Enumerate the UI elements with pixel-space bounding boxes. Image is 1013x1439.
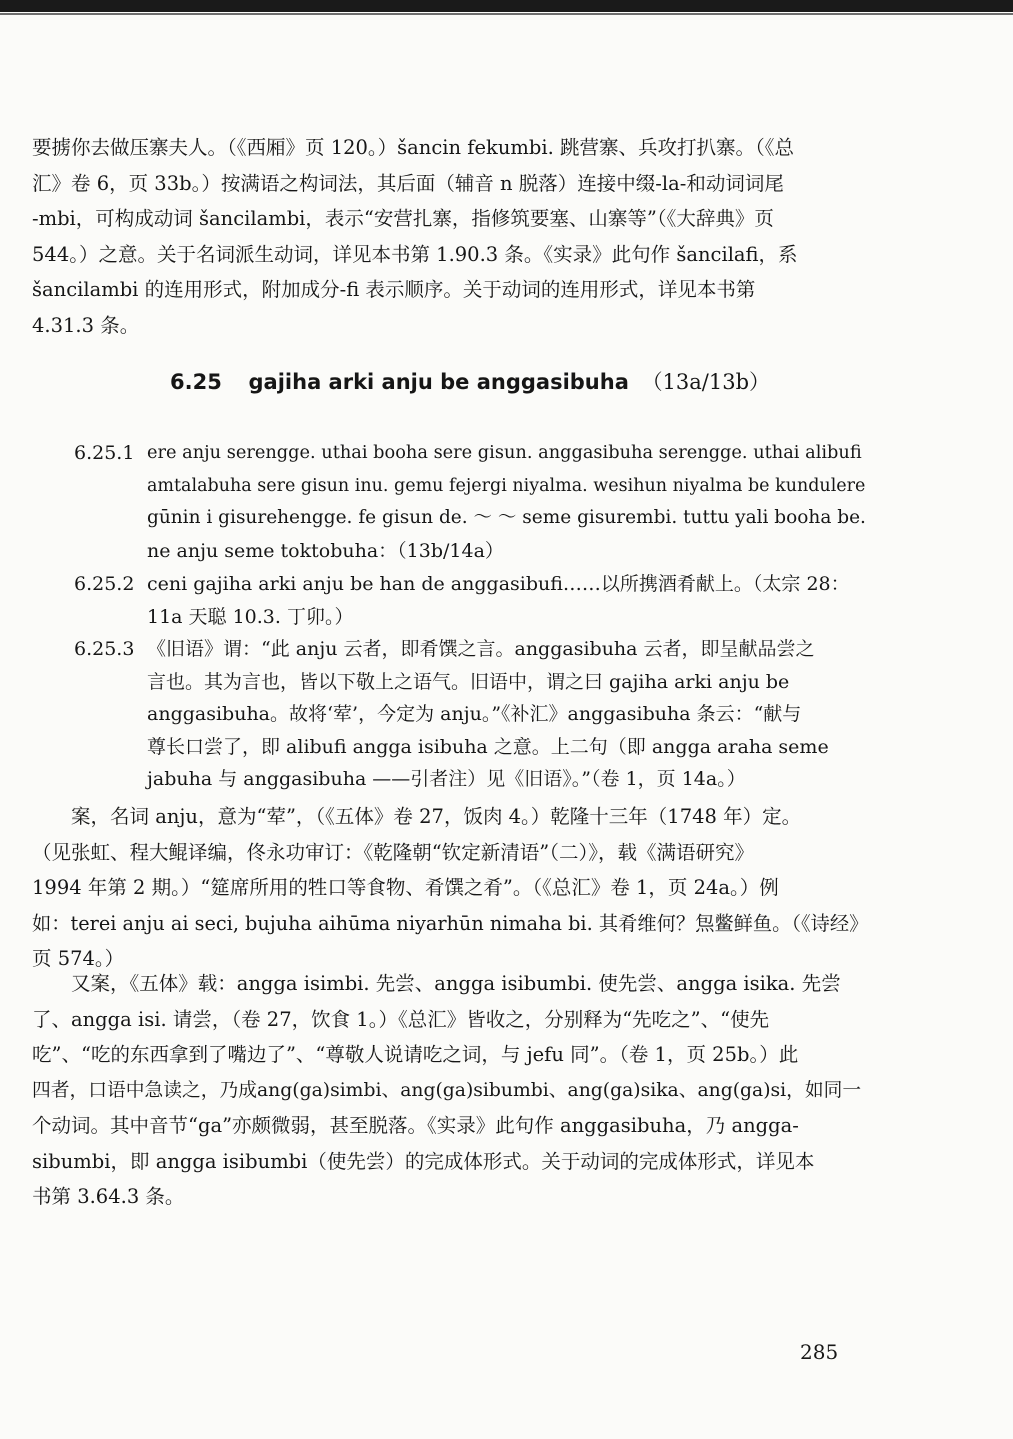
section-number: 6.25 [170, 370, 222, 394]
text-line: 个动词。其中音节“ga”亦颇微弱，甚至脱落。《实录》此句作 anggasibuha，乃 angga- [32, 1114, 799, 1137]
text-line: （见张虹、程大鲲译编，佟永功审订：《乾隆朝“钦定新清语”（二）》，载《满语研究》 [32, 840, 754, 864]
text-line: šancilambi 的连用形式，附加成分-fi 表示顺序。关于动词的连用形式，详见本书第 [32, 278, 756, 301]
text-line: 吃”、“吃的东西拿到了嘴边了”、“尊敬人说请吃之词，与 jefu 同”。（卷 1，页 25b。）此 [32, 1043, 799, 1066]
text-line: jabuha 与 anggasibuha ——引者注）见《旧语》。”（卷 1，页 14a。） [147, 768, 746, 790]
text-line: gūnin i gisurehengge. fe gisun de. ～ ～ seme gisurembi. tuttu yali booha be. [147, 507, 866, 528]
text-line: ne anju seme toktobuha：（13b/14a） [147, 539, 504, 562]
text-line: 又案，《五体》载：angga isimbi. 先尝、angga isibumbi. 使先尝、angga isika. 先尝 [32, 972, 841, 995]
text-line: 4.31.3 条。 [32, 313, 140, 337]
top-border-rule [0, 0, 1013, 12]
section-title: gajiha arki anju be anggasibuha [248, 370, 629, 394]
text-line: 544。）之意。关于名词派生动词，详见本书第 1.90.3 条。《实录》此句作 šancilafi，系 [32, 242, 798, 266]
entry-6-25-2 [74, 568, 870, 633]
text-line: anggasibuha。故将‘荤’，今定为 anju。”《补汇》anggasibuha 条云：“献与 [147, 703, 802, 725]
text-line: 书第 3.64.3 条。 [32, 1185, 185, 1208]
text-line: 《旧语》谓：“此 anju 云者，即肴馔之言。anggasibuha 云者，即呈献品尝之 [147, 638, 815, 660]
text-line: 案，名词 anju，意为“荤”，（《五体》卷 27，饭肉 4。）乾隆十三年（1748 年）定。 [32, 805, 802, 828]
section-reference: （13a/13b） [641, 370, 771, 394]
text-line: -mbi，可构成动词 šancilambi，表示“安营扎寨，指修筑要塞、山寨等”（《大辞典》页 [32, 207, 774, 230]
text-line: 11a 天聪 10.3. 丁卯。） [147, 605, 354, 628]
note-paragraph-2 [32, 966, 868, 1215]
text-line: 四者，口语中急读之，乃成ang(ga)simbi、ang(ga)sibumbi、ang(ga)sika、ang(ga)si，如同一 [32, 1079, 862, 1101]
text-line: 页 574。） [32, 947, 125, 970]
text-line: 汇》卷 6，页 33b。）按满语之构词法，其后面（辅音 n 脱落）连接中缀-la-和动词词尾 [32, 171, 784, 195]
entry-6-25-3 [74, 633, 870, 796]
intro-paragraph [32, 130, 868, 343]
text-line: 1994 年第 2 期。）“筵席所用的牲口等食物、肴馔之肴”。（《总汇》卷 1，页 24a。）例 [32, 876, 779, 899]
text-line: amtalabuha sere gisun inu. gemu fejergi niyalma. wesihun niyalma be kundulere [147, 475, 866, 496]
text-line: 言也。其为言也，皆以下敬上之语气。旧语中，谓之曰 gajiha arki anju be [147, 670, 790, 693]
text-line: 了、angga isi. 请尝，（卷 27，饮食 1。）《总汇》皆收之，分别释为“先吃之”、“使先 [32, 1007, 770, 1031]
top-border-thin-rule [0, 13, 1013, 15]
page-number: 285 [800, 1340, 839, 1364]
note-paragraph-1 [32, 799, 868, 977]
entry-label: 6.25.1 [74, 442, 135, 464]
text-line: 要掳你去做压寨夫人。（《西厢》页 120。）šancin fekumbi. 跳营寨、兵攻打扒寨。（《总 [32, 136, 795, 159]
text-line: 尊长口尝了，即 alibufi angga isibuha 之意。上二句（即 angga araha seme [147, 735, 829, 758]
entry-label: 6.25.3 [74, 638, 135, 660]
text-line: sibumbi，即 angga isibumbi（使先尝）的完成体形式。关于动词的完成体形式，详见本 [32, 1149, 815, 1173]
entry-label: 6.25.2 [74, 573, 135, 595]
section-heading [170, 366, 770, 396]
text-line: ceni gajiha arki anju be han de anggasibufi……以所携酒肴献上。（太宗 28： [147, 573, 850, 595]
text-line: ere anju serengge. uthai booha sere gisun. anggasibuha serengge. uthai alibufi [147, 443, 862, 463]
text-line: 如：terei anju ai seci, bujuha aihūma niyarhūn nimaha bi. 其肴维何？炰鳖鲜鱼。（《诗经》 [32, 911, 869, 935]
entry-6-25-1 [74, 437, 870, 567]
